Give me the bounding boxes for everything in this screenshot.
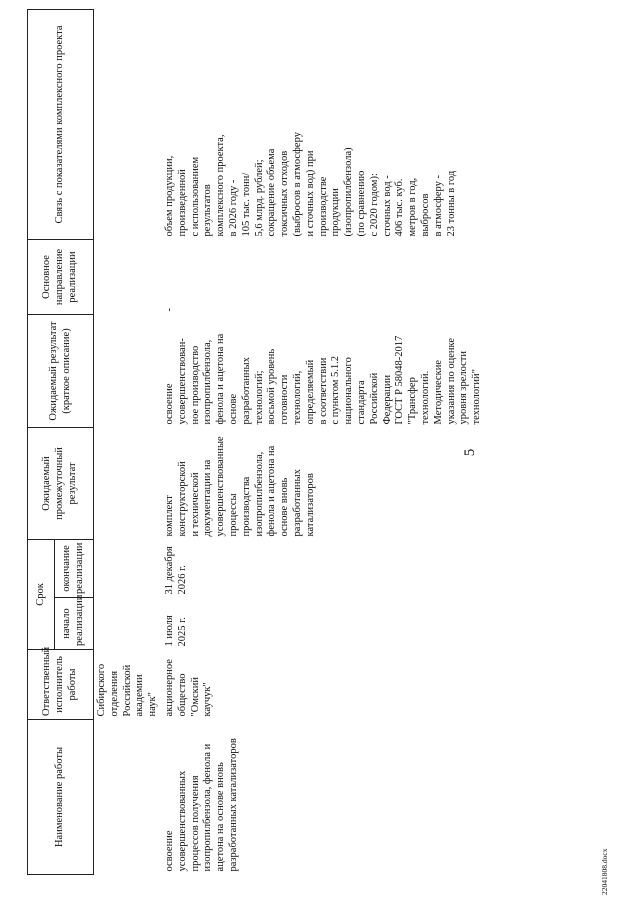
header-expected: Ожидаемый результат (краткое описание) (28, 314, 94, 427)
continuation-name (94, 720, 162, 875)
header-term: Срок (28, 539, 55, 649)
page-number: 5 (462, 448, 478, 457)
rotated-page (20, 10, 620, 895)
header-link: Связь с показателями комплексного проекта (28, 9, 94, 239)
cell-link: объем продукции, произведенной с использованием результатов комплексного проекта, в 2026 году - 105 тыс. тонн/ 5,6 млрд. рублей; сокращение объема токсичных отходов (выбросов в атмосферу и сточных вод) при производстве продукции (изопропилбензола) (по сравнению с 2020 годом): сточных вод - 406 тыс. куб. метров в год, выбросов в атмосферу - 23 тонны в год (163, 132, 457, 237)
header-responsible: Ответственный исполнитель работы (28, 650, 94, 720)
works-table (27, 9, 586, 875)
table-row (162, 9, 586, 874)
header-start: начало реализации (55, 598, 94, 650)
cell-name: освоение усовершенствованных процессов получения изопропилбензола, фенола и ацетона на основе вновь разработанных катализаторов (163, 738, 239, 872)
header-end: окончание реализации (55, 539, 94, 597)
cell-intermediate: комплект конструкторской и технической документации на усовершенствованные процессы производства изопропилбензола, фенола и ацетона на основе вновь разработанных катализаторов (163, 436, 316, 537)
header-row-1 (28, 9, 55, 874)
cell-direction: - (163, 307, 175, 312)
continuation-row (94, 9, 162, 874)
cell-end: 31 декабря 2026 г. (163, 546, 188, 595)
header-direction: Основное направление реализации (28, 239, 94, 314)
header-name: Наименование работы (28, 720, 94, 875)
header-intermediate: Ожидаемый промежуточный результат (28, 427, 94, 539)
cell-expected: освоение усовершенствован- ное производство изопропилбензола, фенола и ацетона на основе разработанных технологий; восьмой уровень готовности технологий, определяемый в соответствии с пунктом 5.1.2 национального стандарта Российской Федерации ГОСТ Р 58048-2017 "Трансфер технологий. Методические указания по оценке уровня зрелости технологий" (163, 333, 483, 425)
continuation-responsible: Сибирского отделения Российской академии наук" (96, 663, 159, 717)
cell-responsible: акционерное общество "Омский каучук" (163, 659, 214, 717)
cell-start: 1 июля 2025 г. (163, 615, 188, 647)
footer-code: 22041808.docx (600, 848, 609, 895)
